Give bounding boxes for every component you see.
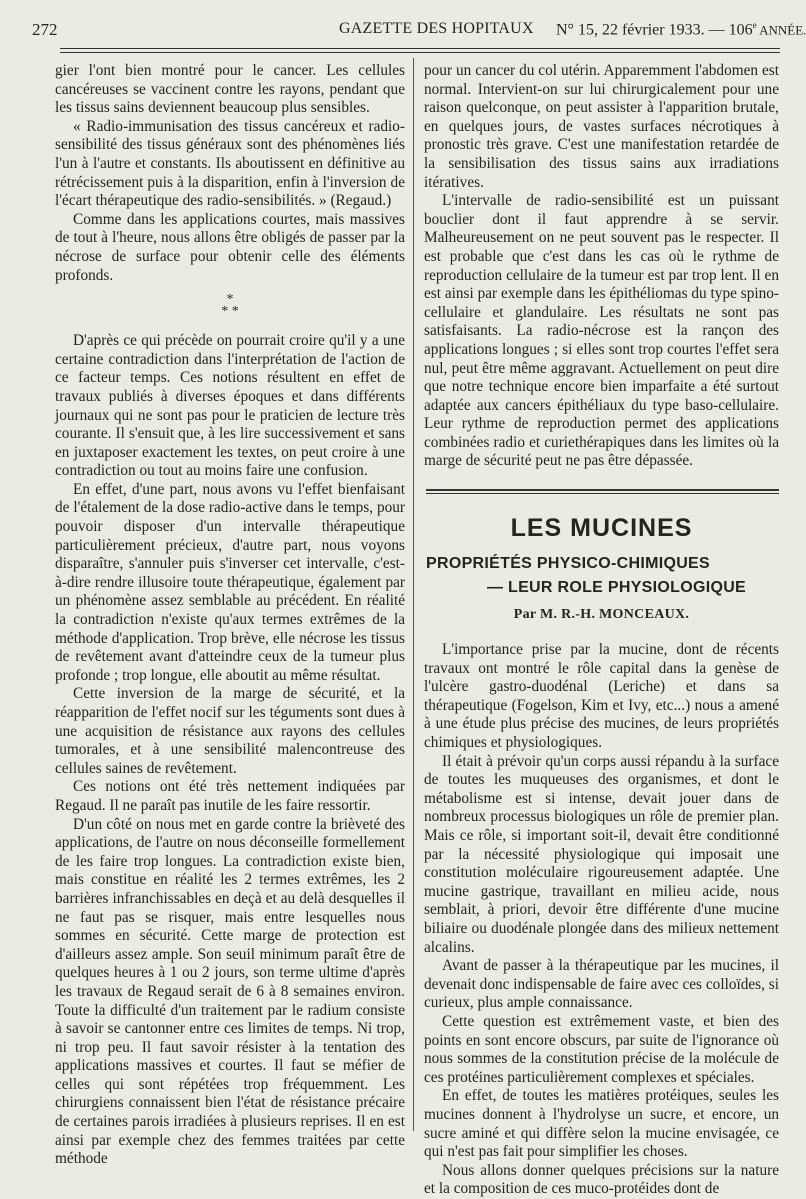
left-paragraph-8: D'un côté on nous met en garde contre la brièveté des applications, de l'autre on nous déconseille formellement de les faire trop longues. La contradiction existe bien, mais constitue en réalité les 2 termes extrêmes, les 2 barrières infranchissables en deçà et au delà desquelles il ne faut pas se risquer, mais entre lesquelles nous sommes en sécurité. Cette marge de protection est d'ailleurs assez ample. Son seuil minimum paraît être de quelques heures à 1 ou 2 jours, son terme ultime d'après les travaux de Regaud serait de 6 à 8 semaines environ. Toute la difficulté d'un traitement par le radium consiste à savoir se cantonner entre ces limites de temps. Ni trop, ni trop peu. Il faut savoir résister à la tentation des applications massives et courtes. Il faut se méfier de celles qui sont répétées trop fréquemment. Les chirurgiens connaissent bien l'état de résistance précaire de certaines parois irradiées à plusieurs reprises. Il en est ainsi par exemple chez des femmes traitées par cette méthode (55, 815, 405, 1168)
left-paragraph-4: D'après ce qui précède on pourrait croire qu'il y a une certaine contradiction dans l'interprétation de l'action de ce facteur temps. Ces notions résultent en effet de travaux publiés à diverses époques et dans différents journaux qui ne sont pas pour le praticien de lecture très courante. Il s'ensuit que, à les lire successivement et sans en juxtaposer exactement les textes, on peut croire à une contradiction ou tout au moins faire une confusion. (55, 332, 405, 480)
right-paragraph-6: Cette question est extrêmement vaste, et bien des points en sont encore obscurs, par suite de l'ignorance où nous sommes de la constitution précise de la molécule de ces protéines particulièrement complexes et spéciales. (424, 1012, 779, 1086)
article-subtitle-2: — LEUR ROLE PHYSIOLOGIQUE (486, 579, 747, 597)
right-paragraph-2: L'intervalle de radio-sensibilité est un puissant bouclier dont il faut apprendre à se servir. Malheureusement on ne peut souvent pas le respecter. Il est probable que c'est dans les cas où le rythme de reproduction cellulaire de la tumeur est par trop lent. Il en est ainsi par exemple dans les épithéliomas du type spino-cellulaire et glandulaire. Les résultats ne sont pas satisfaisants. La radio-nécrose est la rançon des applications longues ; si elles sont trop courtes l'effet sera nul, peut être même aggravant. Actuellement on peut dire que notre technique encore bien imparfaite a été surtout adaptée aux cancers épithéliaux du type baso-cellulaire. Leur rythme de reproduction permet des applications combinées radio et curiethérapiques dans les limites où la marge de sécurité peut ne pas être dépassée. (424, 192, 779, 470)
section-rule (426, 489, 779, 494)
left-paragraph-2: « Radio-immunisation des tissus cancéreux et radio-sensibilité des tissus généraux sont des phénomènes liés l'un à l'autre et constants. Ils aboutissent en définitive au rétrécissement puis à la disparition, enfin à l'inversion de l'écart thérapeutique des radio-sensibilités. » (Regaud.) (55, 117, 405, 210)
issue-year-label: ANNÉE. (756, 22, 806, 38)
left-paragraph-7: Ces notions ont été très nettement indiquées par Regaud. Il ne paraît pas inutile de les faire ressortir. (55, 778, 405, 814)
left-paragraph-5: En effet, d'une part, nous avons vu l'effet bienfaisant de l'étalement de la dose radio-active dans le temps, pour pouvoir disposer d'un intervalle thérapeutique particulièrement précieux, d'autre part, nous voyons disparaître, s'annuler puis s'inverser cet intervalle, c'est-à-dire rendre illusoire toute thérapeutique, également par un phénomène assez semblable au précédent. En réalité la contradiction n'existe qu'aux termes extrêmes de la méthode d'application. Trop brève, elle nécrose les tissus de revêtement avant d'atteindre ceux de la tumeur plus profonde ; trop longue, elle aboutit au même résultat. (55, 480, 405, 684)
right-paragraph-7: En effet, de toutes les matières protéiques, seules les mucines donnent à l'hydrolyse un sucre, et encore, un sucre aminé et qui diffère selon la mucine envisagée, ce qui n'est pas fait pour simplifier les choses. (424, 1087, 779, 1161)
left-paragraph-3: Comme dans les applications courtes, mais massives de tout à l'heure, nous allons être obligés de passer par la nécrose de surface pour obtenir celle des éléments profonds. (55, 210, 405, 284)
asterism-separator (55, 294, 405, 318)
article-subtitle-1: PROPRIÉTÉS PHYSICO-CHIMIQUES (426, 555, 710, 573)
right-paragraph-1: pour un cancer du col utérin. Apparemment l'abdomen est normal. Intervient-on sur lui chirurgicalement pour une raison quelconque, on peut assister à l'apparition brutale, en quelques jours, de vastes surfaces nécrotiques à pronostic très grave. C'est une manifestation retardée de la sensibilisation des tissus sains aux irradiations itératives. (424, 62, 779, 191)
running-title: GAZETTE DES HOPITAUX (339, 20, 534, 37)
page-header (24, 20, 806, 44)
right-paragraph-5: Avant de passer à la thérapeutique par les mucines, il devenait donc indispensable de faire avec ces colloïdes, si curieux, plus ample connaissance. (424, 957, 779, 1012)
issue-number-date: N° 15, 22 février 1933. — 106 (556, 21, 753, 39)
issue-info (556, 20, 806, 39)
right-column (424, 62, 779, 1199)
left-paragraph-1: gier l'ont bien montré pour le cancer. Les cellules cancéreuses se vaccinent contre les rayons, pendant que les tissus sains deviennent beaucoup plus sensibles. (55, 62, 405, 117)
article-author: Par M. R.-H. MONCEAUX. (513, 607, 690, 623)
right-paragraph-4: Il était à prévoir qu'un corps aussi répandu à la surface de toutes les muqueuses des organismes, et dont le métabolisme est si intense, devait jouer dans de nombreux processus biologiques un rôle de premier plan. Mais ce rôle, si important soit-il, devait être conditionné par la nécessité physiologique qui imposait une constitution moléculaire rigoureusement adaptée. Une mucine gastrique, travaillant en milieu acide, nous semblait, à priori, devoir être différente d'une mucine biliaire ou duodénale plongée dans des milieux nettement alcalins. (424, 752, 779, 956)
issue-sup: e (752, 20, 757, 30)
left-column (55, 62, 405, 1169)
article-title: LES MUCINES (510, 514, 693, 543)
column-divider (413, 58, 414, 1131)
right-paragraph-8: Nous allons donner quelques précisions sur la nature et la composition de ces muco-protéides dont de (424, 1161, 779, 1198)
header-rule-top (60, 48, 780, 49)
page-number: 272 (32, 20, 58, 39)
asterism-text: * * * (221, 292, 239, 320)
left-paragraph-6: Cette inversion de la marge de sécurité, et la réapparition de l'effet nocif sur les téguments sont dues à une acquisition de résistance aux rayons des cellules tumorales, et à une sensibilité malencontreuse des cellules saines de revêtement. (55, 685, 405, 777)
right-paragraph-3: L'importance prise par la mucine, dont de récents travaux ont montré le rôle capital dans la genèse de l'ulcère gastro-duodénal (Leriche) et dans sa thérapeutique (Fogelson, Kim et Ivy, etc...) nous a amené à une étude plus précise des mucines, de leurs propriétés chimiques et physiologiques. (424, 641, 779, 752)
header-rule-bottom (60, 52, 780, 53)
